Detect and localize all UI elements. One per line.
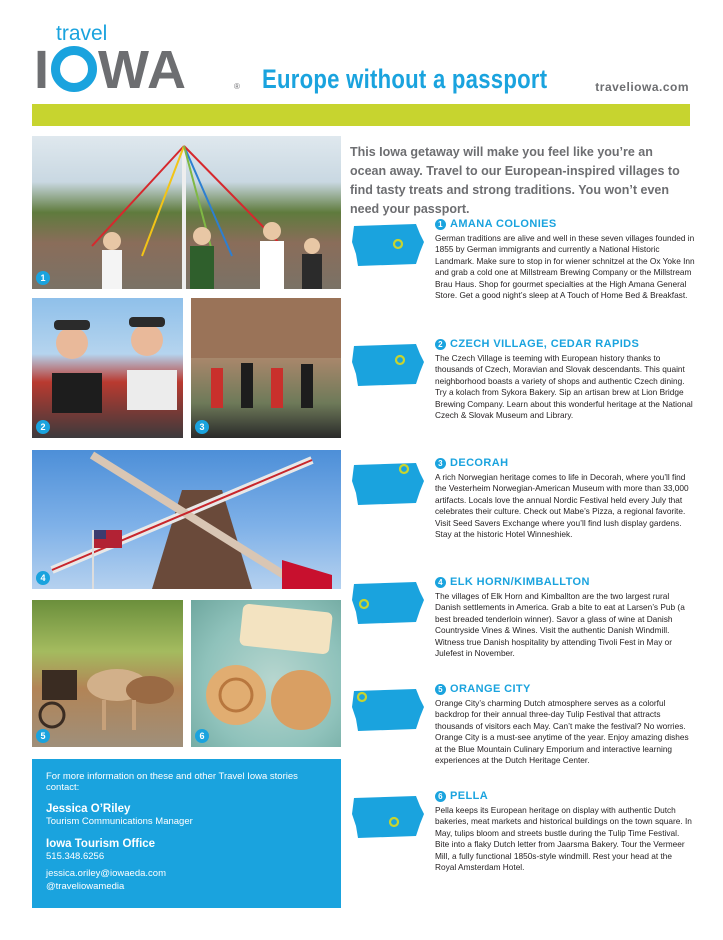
maypole-illustration [32,136,341,289]
windmill-illustration [32,450,341,589]
section-title: CZECH VILLAGE, CEDAR RAPIDS [450,338,640,350]
photo-number-badge: 6 [195,729,209,743]
intro-paragraph: This Iowa getaway will make you feel like you’re an ocean away. Travel to our European-inspired villages to find tasty treats and strong traditions. You won’t even need your passport. [350,145,680,216]
contact-office-name: Iowa Tourism Office [46,838,156,850]
contact-email[interactable]: jessica.oriley@iowaeda.com [46,868,166,879]
pastries-illustration [191,600,341,747]
iowa-map-icon [350,685,426,735]
contact-person-title: Tourism Communications Manager [46,816,193,827]
section-body: A rich Norwegian heritage comes to life in Decorah, where you’ll find the Vesterheim Norwegian-American Museum with more than 33,000 artifacts. Locals love the annual Nordic Festival held every July that celebrates their culture. Check out Mabe’s Pizza, a regional favorite. Visit Seed Savers Exchange where you’ll find lush display gardens. Stay at the historic Hotel Winneshiek. [435,472,689,540]
iowa-map-icon [350,459,426,509]
photo-horse-carriage [32,600,183,747]
travel-iowa-logo [34,22,244,98]
horse-carriage-illustration [32,600,183,747]
section-number-badge: 3 [435,458,446,469]
website-link[interactable]: traveliowa.com [595,80,689,94]
photo-number-badge: 1 [36,271,50,285]
logo-travel-text: travel [56,22,108,45]
section-title: PELLA [450,790,489,802]
section-title: ELK HORN/KIMBALLTON [450,576,590,588]
section-body: Orange City’s charming Dutch atmosphere serves as a colorful backdrop for their annual three-day Tulip Festival that attracts thousands of visitors each May. Can’t make the festival? No worries. Orange City is a must-see anytime of the year. Enjoy amazing dishes at the Blue Mountain Culinary Emporium and interactive learning experiences at the Dutch Heritage Center. [435,698,689,766]
contact-box [32,759,341,908]
iowa-map-icon [350,340,426,390]
section-number-badge: 1 [435,219,446,230]
section-number-badge: 5 [435,684,446,695]
iowa-map-icon [350,578,426,628]
contact-intro: For more information on these and other Travel Iowa stories contact: [46,771,298,793]
photo-decorah-dancers [191,298,341,438]
street-dancers-illustration [191,298,341,438]
photo-elk-horn-windmill [32,450,341,589]
photo-number-badge: 5 [36,729,50,743]
section-title: DECORAH [450,457,509,469]
photo-number-badge: 3 [195,420,209,434]
photo-dutch-pastries [191,600,341,747]
section-title: AMANA COLONIES [450,218,557,230]
page-title: Europe without a passport [262,64,548,94]
section-number-badge: 2 [435,339,446,350]
photo-amana-maypole-dancers [32,136,341,289]
section-body: The villages of Elk Horn and Kimballton are the two largest rural Danish settlements in America. Grab a bite to eat at Larsen’s Pub (a best breaded tenderloin winner). Savor a glass of wine at Danish Countryside Vines & Wines. Visit the authentic Danish Windmill. Witness true Danish hospitality by attending Tivoli Fest in May or Julefest in November. [435,591,685,659]
contact-phone[interactable]: 515.348.6256 [46,851,105,862]
photo-number-badge: 4 [36,571,50,585]
section-body: German traditions are alive and well in these seven villages founded in 1855 by German immigrants and currently a National Historic Landmark. Make sure to stop in for wiener schnitzel at the Ox Yoke Inn and grab a cold one at Millstream Brewing Company or the Millstream Brau Haus. Shop for gourmet specialties at the High Amana General Store. Get a good night’s sleep at A Touch of Home Bed & Breakfast. [435,233,695,301]
iowa-map-icon [350,792,426,842]
photo-czech-accordion-players [32,298,183,438]
section-number-badge: 6 [435,791,446,802]
section-number-badge: 4 [435,577,446,588]
contact-social-handle[interactable]: @traveliowamedia [46,881,125,892]
section-title: ORANGE CITY [450,683,531,695]
logo-iowa-wordmark: I WA [34,40,188,100]
header-divider-bar [32,104,690,126]
accordion-players-illustration [32,298,183,438]
section-body: The Czech Village is teeming with European history thanks to thousands of Czech, Moravian and Slovak descendants. This quaint neighborhood boasts a variety of shops and authentic Czech dining. Try a kolach from Sykora Bakery. Sip an artisan brew at Lion Bridge Brewing Company. Learn about this wonderful heritage at the National Czech & Slovak Museum and Library. [435,353,693,421]
section-body: Pella keeps its European heritage on display with authentic Dutch bakeries, meat markets and historical buildings on the town square. In May, tulips bloom and streets bustle during the Tulip Time Festival. Bite into a flaky Dutch letter from Jaarsma Bakery. Tour the Vermeer Mill, a fully functional 1850s-style windmill. Rest your head at the Royal Amsterdam Hotel. [435,805,692,873]
registered-mark: ® [234,82,240,91]
iowa-map-icon [350,220,426,270]
contact-person-name: Jessica O’Riley [46,803,131,815]
photo-number-badge: 2 [36,420,50,434]
